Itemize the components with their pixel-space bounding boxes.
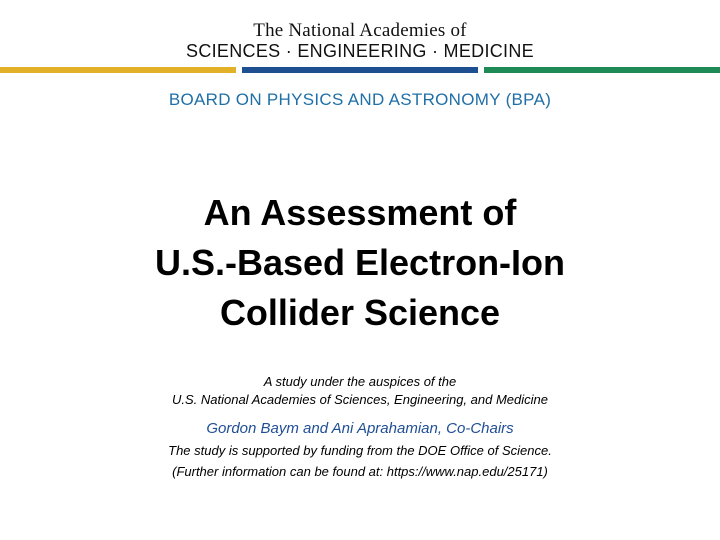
title-line-3: Collider Science (219, 292, 501, 333)
divider-green-segment (484, 67, 720, 73)
auspices-line-2: U.S. National Academies of Sciences, Engineering, and Medicine (171, 392, 548, 407)
logo-text-line2: SCIENCES · ENGINEERING · MEDICINE (186, 41, 534, 61)
slide-title (0, 188, 720, 338)
divider-blue-segment (242, 67, 478, 73)
board-heading: BOARD ON PHYSICS AND ASTRONOMY (BPA) (168, 90, 552, 109)
further-info-link: (Further information can be found at: https://www.nap.edu/25171) (172, 464, 548, 479)
funding-note: The study is supported by funding from the DOE Office of Science. (168, 443, 552, 458)
color-divider-bar (0, 67, 720, 73)
co-chairs: Gordon Baym and Ani Aprahamian, Co-Chairs (206, 420, 514, 437)
logo-text-line1: The National Academies of (253, 20, 467, 41)
divider-gold-segment (0, 67, 236, 73)
title-line-2: U.S.-Based Electron-Ion (154, 242, 566, 283)
title-line-1: An Assessment of (203, 192, 517, 233)
auspices-line-1: A study under the auspices of the (263, 374, 457, 389)
